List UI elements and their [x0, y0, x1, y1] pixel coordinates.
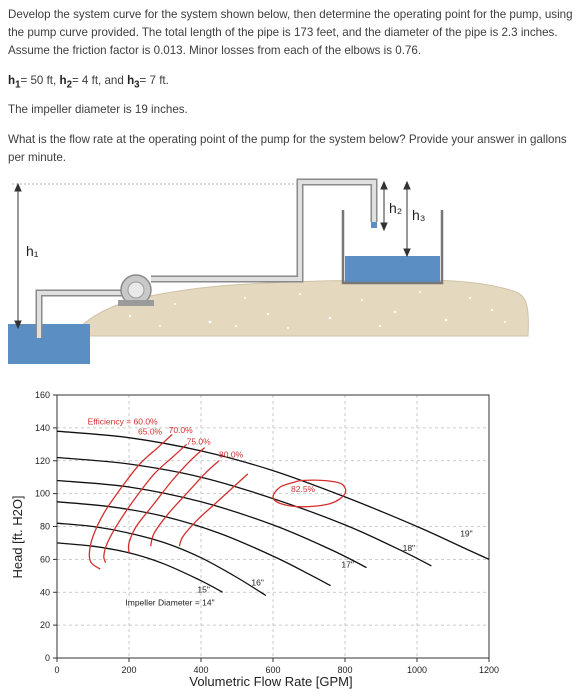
- efficiency-label-4: 75.0%: [186, 436, 211, 447]
- y-axis-label: Head [ft. H2O]: [10, 495, 25, 579]
- problem-question: What is the flow rate at the operating point of the pump for the system below? Provide your answer in gallons per minute.: [8, 133, 567, 164]
- efficiency-label-3: 70.0%: [168, 424, 193, 435]
- system-diagram: [0, 176, 579, 376]
- diameter-label-3: 16": [251, 577, 264, 588]
- y-tick-label: 120: [34, 455, 50, 466]
- efficiency-label-1: Efficiency = 60.0%: [87, 416, 158, 427]
- h3-symbol: $h_3$: [127, 74, 140, 91]
- efficiency-label-5: 80.0%: [219, 449, 244, 460]
- efficiency-curve-1: [89, 435, 172, 570]
- pump-chart: [0, 380, 579, 696]
- label-h3: h₃: [412, 207, 426, 223]
- label-h2: h₂: [389, 200, 403, 216]
- problem-impeller: The impeller diameter is 19 inches.: [8, 103, 188, 116]
- x-axis-label: Volumetric Flow Rate [GPM]: [189, 674, 353, 689]
- pipe-outlet-water: [371, 222, 377, 228]
- diameter-label-2: 15": [197, 584, 210, 595]
- h2-value: = 4 ft, and: [71, 74, 128, 87]
- efficiency-curve-5: [179, 474, 247, 546]
- diameter-label-1: Impeller Diameter = 14": [125, 597, 215, 608]
- upper-tank-water: [345, 256, 440, 282]
- efficiency-label-6: 82.5%: [291, 483, 316, 494]
- y-tick-label: 140: [34, 422, 50, 433]
- x-tick-label: 600: [265, 665, 281, 675]
- dim-h1: [15, 184, 21, 328]
- y-tick-label: 20: [39, 620, 50, 631]
- x-tick-label: 800: [337, 665, 353, 675]
- diameter-label-6: 19": [460, 528, 473, 539]
- x-tick-label: 200: [121, 665, 137, 675]
- efficiency-label-2: 65.0%: [138, 426, 163, 437]
- y-tick-label: 0: [44, 653, 50, 663]
- chart-grid: [57, 395, 489, 658]
- pump-curve-3: [57, 502, 331, 586]
- y-tick-label: 160: [34, 390, 50, 400]
- problem-intro: Develop the system curve for the system shown below, then determine the operating point for the pump, using the pump curve provided. The total length of the pipe is 173 feet, and the diameter of the pipe is 2.3 inches. Assume the friction factor is 0.013. Minor losses from each of the elbows is 0.76.: [8, 8, 573, 57]
- dim-h3: [404, 182, 410, 256]
- discharge-pipe: [151, 182, 374, 279]
- h1-value: = 50 ft,: [20, 74, 60, 87]
- y-tick-label: 40: [39, 587, 50, 598]
- h1-symbol: $h_1$: [8, 74, 21, 91]
- h2-symbol: $h_2$: [59, 74, 72, 91]
- x-tick-label: 400: [193, 665, 209, 675]
- y-tick-label: 60: [39, 554, 50, 565]
- problem-heights: [8, 72, 573, 94]
- h3-value: = 7 ft.: [139, 74, 169, 87]
- x-tick-label: 0: [54, 665, 60, 675]
- lower-reservoir: [8, 324, 90, 364]
- diameter-label-5: 18": [402, 543, 416, 554]
- x-tick-label: 1000: [406, 665, 428, 675]
- diameter-label-4: 17": [341, 559, 354, 570]
- x-tick-label: 1200: [478, 665, 500, 675]
- dim-h2: [381, 182, 387, 230]
- y-tick-label: 100: [34, 488, 50, 499]
- label-h1: h₁: [26, 243, 39, 259]
- pump: [118, 275, 154, 306]
- y-tick-label: 80: [39, 521, 50, 532]
